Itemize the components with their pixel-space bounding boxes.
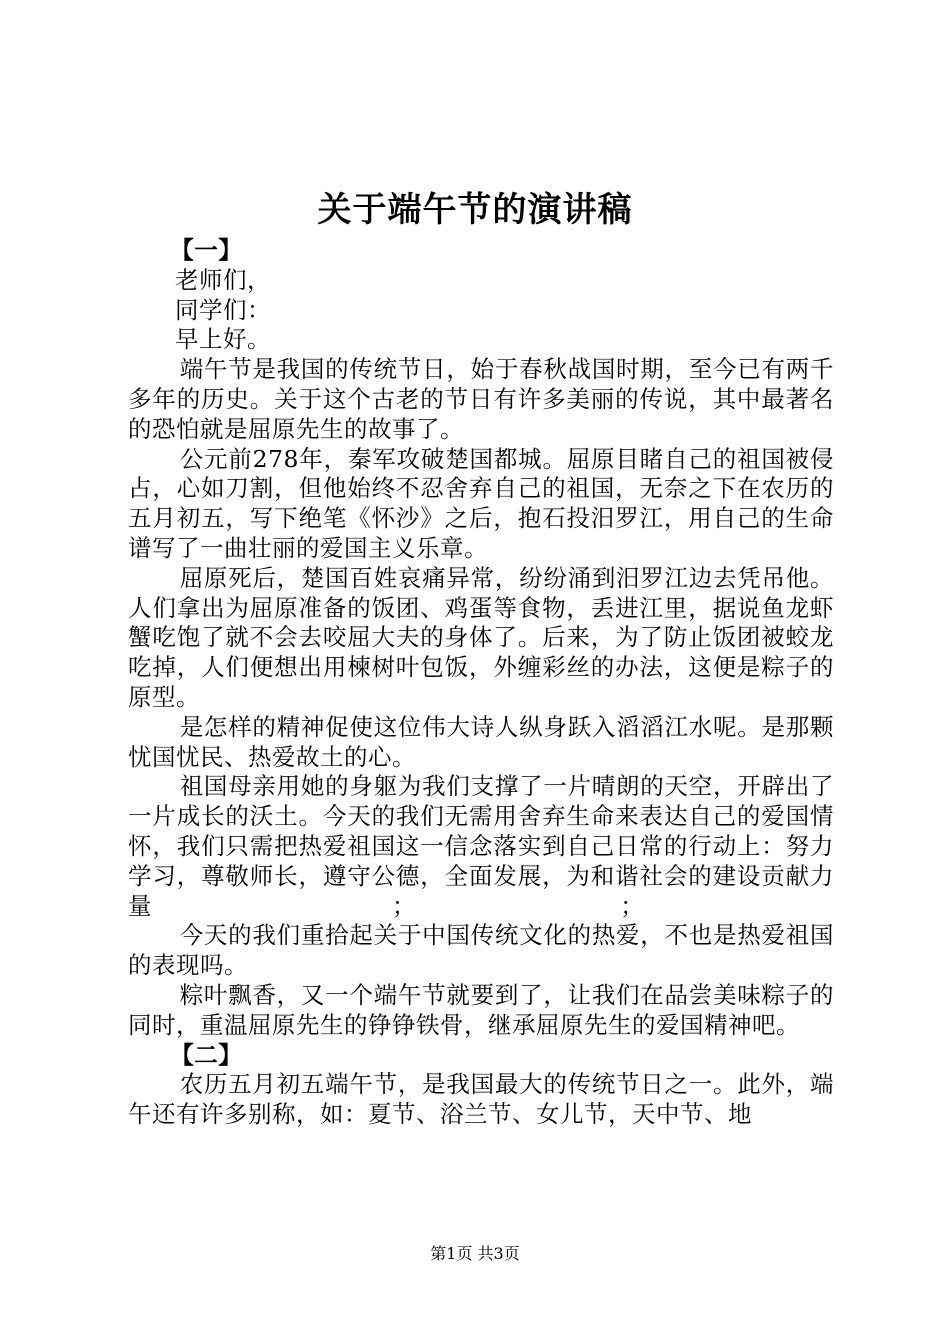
salutation-teachers: 老师们，	[175, 265, 271, 294]
paragraph: 是怎样的精神促使这位伟大诗人纵身跃入滔滔江水呢。是那颗忧国忧民、热爱故土的心。	[128, 712, 834, 771]
paragraph: 公元前278年，秦军攻破楚国都城。屈原目睹自己的祖国被侵占，心如刀割，但他始终不忍舍弃自己的祖国，无奈之下在农历的五月初五，写下绝笔《怀沙》之后，抱石投汨罗江，用自己的生命谱写了一曲壮丽的爱国主义乐章。	[128, 444, 834, 562]
page-footer: 第1页 共3页	[430, 1244, 520, 1263]
section-heading-1: 【一】	[170, 236, 243, 264]
document-body	[128, 236, 834, 1130]
section-heading-2: 【二】	[170, 1040, 243, 1069]
paragraph: 农历五月初五端午节，是我国最大的传统节日之一。此外，端午还有许多别称，如：夏节、浴兰节、女儿节，天中节、地	[128, 1070, 834, 1129]
paragraph: 祖国母亲用她的身躯为我们支撑了一片晴朗的天空，开辟出了一片成长的沃土。今天的我们无需用舍弃生命来表达自己的爱国情怀，我们只需把热爱祖国这一信念落实到自己日常的行动上：努力学习，尊敬师长，遵守公德，全面发展，为和谐社会的建设贡献力量 ； ；	[128, 772, 834, 920]
document-title: 关于端午节的演讲稿	[317, 190, 633, 230]
paragraph: 粽叶飘香，又一个端午节就要到了，让我们在品尝美味粽子的同时，重温屈原先生的铮铮铁骨，继承屈原先生的爱国精神吧。	[128, 980, 834, 1039]
paragraph: 屈原死后，楚国百姓哀痛异常，纷纷涌到汨罗江边去凭吊他。人们拿出为屈原准备的饭团、鸡蛋等食物，丢进江里，据说鱼龙虾蟹吃饱了就不会去咬屈大夫的身体了。后来，为了防止饭团被蛟龙吃掉，人们便想出用楝树叶包饭，外缠彩丝的办法，这便是粽子的原型。	[128, 563, 834, 711]
paragraph: 今天的我们重拾起关于中国传统文化的热爱，不也是热爱祖国的表现吗。	[128, 921, 834, 980]
salutation-students: 同学们：	[175, 295, 271, 324]
paragraph: 端午节是我国的传统节日，始于春秋战国时期，至今已有两千多年的历史。关于这个古老的节日有许多美丽的传说，其中最著名的恐怕就是屈原先生的故事了。	[128, 355, 834, 443]
greeting: 早上好。	[175, 325, 271, 354]
